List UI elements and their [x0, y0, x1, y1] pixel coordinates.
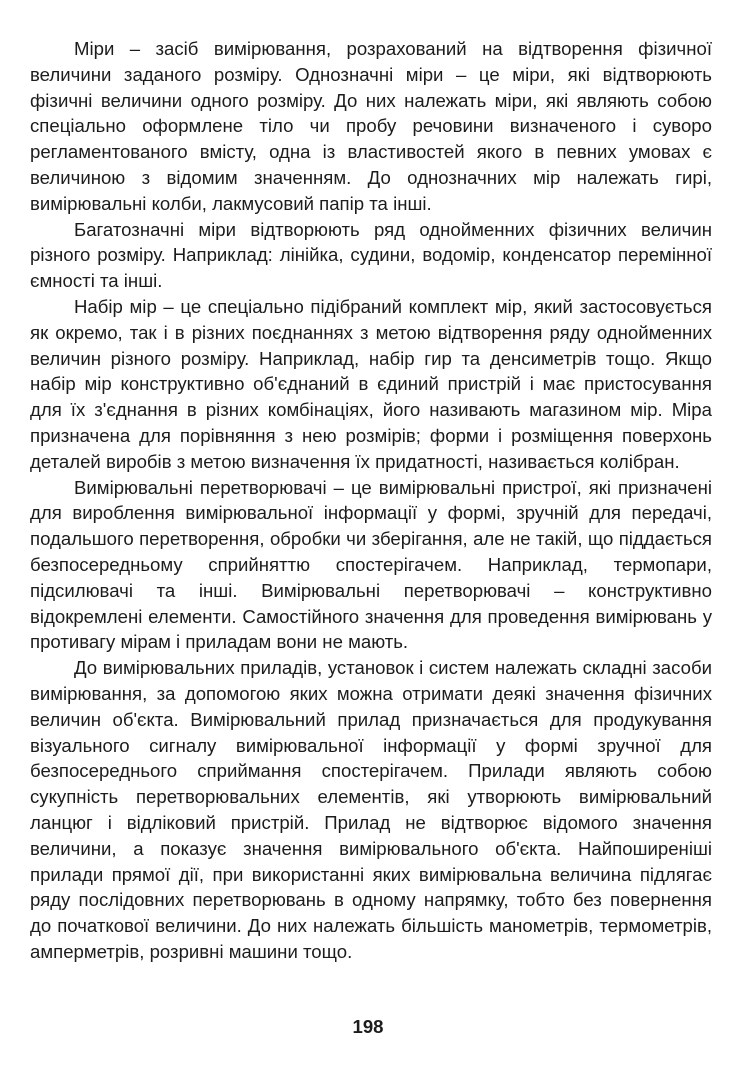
- paragraph-measure-set: Набір мір – це спеціально підібраний комплект мір, який застосовується як окремо, так і в різних поєднаннях з метою відтворення ряду однойменних величин різного розміру. Наприклад, набір гир та денсиметрів тощо. Якщо набір мір конструктивно об'єднаний в єдиний пристрій і має пристосування для їх з'єднання в різних комбінаціях, його називають магазином мір. Міра призначена для порівняння з нею розмірів; форми і розміщення поверхонь деталей виробів з метою визначення їх придатності, називається колібран.: [30, 295, 712, 472]
- paragraph-measures: Міри – засіб вимірювання, розрахований на відтворення фізичної величини заданого розміру. Однозначні міри – це міри, які відтворюють фізичні величини одного розміру. До них належать міри, які являють собою спеціально оформлене тіло чи пробу речовини визначеного і суворо регламентованого вмісту, одна із властивостей якого в певних умовах є величиною з відомим значенням. До однозначних мір належать гирі, вимірювальні колби, лакмусовий папір та інші.: [30, 38, 712, 214]
- paragraph-multivalued-measures: Багатозначні міри відтворюють ряд однойменних фізичних величин різного розміру. Наприклад: лінійка, судини, водомір, конденсатор перемінної ємності та інші.: [30, 218, 712, 292]
- paragraph-transducers: Вимірювальні перетворювачі – це вимірювальні пристрої, які призначені для вироблення вимірювальної інформації у формі, зручній для передачі, подальшого перетворення, обробки чи зберігання, але не такій, що піддається безпосередньому сприйняттю спостерігачем. Наприклад, термопари, підсилювачі та інші. Вимірювальні перетворювачі – конструктивно відокремлені елементи. Самостійного значення для проведення вимірювань у противагу мірам і приладам вони не мають.: [30, 476, 712, 653]
- paragraph-instruments: До вимірювальних приладів, установок і систем належать складні засоби вимірювання, за допомогою яких можна отримати деякі значення фізичних величин об'єкта. Вимірювальний прилад призначається для продукування візуального сигналу вимірювальної інформації у формі зручної для безпосереднього сприймання спостерігачем. Прилади являють собою сукупність перетворювальних елементів, які утворюють вимірювальний ланцюг і відліковий пристрій. Прилад не відтворює відомого значення величини, а показує значення вимірювального об'єкта. Найпоширеніші прилади прямої дії, при використанні яких вимірювальна величина підлягає ряду послідовних перетворювань в одному напрямку, тобто без повернення до початкової величини. До них належать більшість манометрів, термометрів, амперметрів, розривні машини тощо.: [30, 657, 712, 962]
- page-number: 198: [352, 1016, 384, 1037]
- document-page: [30, 36, 712, 1046]
